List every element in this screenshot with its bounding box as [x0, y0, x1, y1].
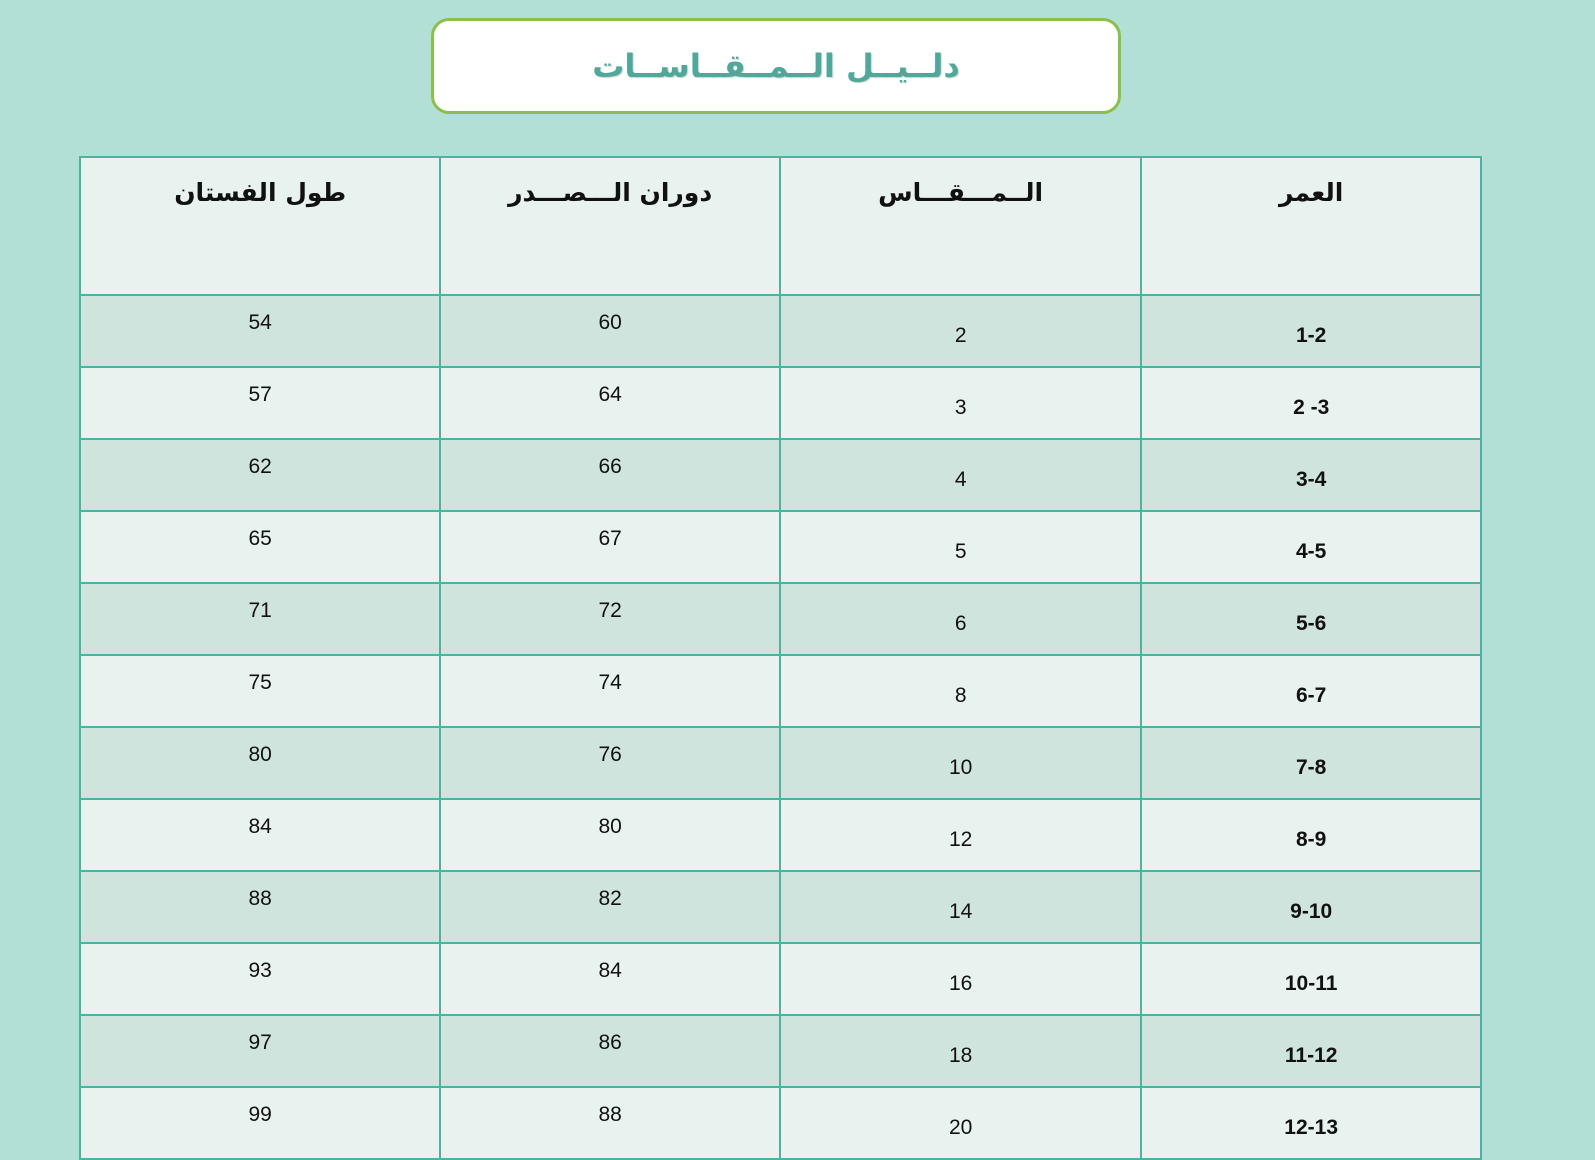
chest-cell: 66 — [440, 439, 780, 511]
table-row — [80, 943, 1481, 1015]
size-cell: 18 — [780, 1015, 1141, 1087]
length-cell: 65 — [80, 511, 440, 583]
table-row — [80, 583, 1481, 655]
header-size: الــمـــقـــاس — [780, 157, 1141, 295]
table-row — [80, 295, 1481, 367]
chest-cell: 67 — [440, 511, 780, 583]
size-cell: 3 — [780, 367, 1141, 439]
size-guide-table — [79, 156, 1482, 1160]
chest-cell: 64 — [440, 367, 780, 439]
header-age: العمر — [1141, 157, 1481, 295]
table-row — [80, 1015, 1481, 1087]
length-cell: 97 — [80, 1015, 440, 1087]
table-row — [80, 439, 1481, 511]
size-cell: 20 — [780, 1087, 1141, 1159]
age-cell: 4-5 — [1141, 511, 1481, 583]
size-cell: 14 — [780, 871, 1141, 943]
chest-cell: 76 — [440, 727, 780, 799]
length-cell: 57 — [80, 367, 440, 439]
table-row — [80, 727, 1481, 799]
header-dress-length: طول الفستان — [80, 157, 440, 295]
length-cell: 99 — [80, 1087, 440, 1159]
table-row — [80, 367, 1481, 439]
age-cell: 3-4 — [1141, 439, 1481, 511]
table-row — [80, 871, 1481, 943]
size-cell: 6 — [780, 583, 1141, 655]
chest-cell: 86 — [440, 1015, 780, 1087]
age-cell: 9-10 — [1141, 871, 1481, 943]
chest-cell: 72 — [440, 583, 780, 655]
size-cell: 5 — [780, 511, 1141, 583]
age-cell: 5-6 — [1141, 583, 1481, 655]
length-cell: 54 — [80, 295, 440, 367]
length-cell: 75 — [80, 655, 440, 727]
chest-cell: 80 — [440, 799, 780, 871]
age-cell: 1-2 — [1141, 295, 1481, 367]
title-box — [431, 18, 1121, 114]
age-cell: 10-11 — [1141, 943, 1481, 1015]
table-row — [80, 655, 1481, 727]
length-cell: 93 — [80, 943, 440, 1015]
age-cell: 6-7 — [1141, 655, 1481, 727]
table-row — [80, 511, 1481, 583]
size-cell: 4 — [780, 439, 1141, 511]
chest-cell: 60 — [440, 295, 780, 367]
length-cell: 71 — [80, 583, 440, 655]
page-title: دلــيــل الــمــقــاســات — [592, 47, 960, 85]
age-cell: 7-8 — [1141, 727, 1481, 799]
table-header-row — [80, 157, 1481, 295]
size-cell: 8 — [780, 655, 1141, 727]
chest-cell: 82 — [440, 871, 780, 943]
length-cell: 88 — [80, 871, 440, 943]
chest-cell: 74 — [440, 655, 780, 727]
length-cell: 84 — [80, 799, 440, 871]
age-cell: 8-9 — [1141, 799, 1481, 871]
length-cell: 80 — [80, 727, 440, 799]
size-cell: 16 — [780, 943, 1141, 1015]
chest-cell: 84 — [440, 943, 780, 1015]
size-cell: 2 — [780, 295, 1141, 367]
chest-cell: 88 — [440, 1087, 780, 1159]
table-row — [80, 799, 1481, 871]
size-cell: 12 — [780, 799, 1141, 871]
age-cell: 2 -3 — [1141, 367, 1481, 439]
header-chest: دوران الـــصـــدر — [440, 157, 780, 295]
age-cell: 11-12 — [1141, 1015, 1481, 1087]
size-cell: 10 — [780, 727, 1141, 799]
table-row — [80, 1087, 1481, 1159]
age-cell: 12-13 — [1141, 1087, 1481, 1159]
length-cell: 62 — [80, 439, 440, 511]
